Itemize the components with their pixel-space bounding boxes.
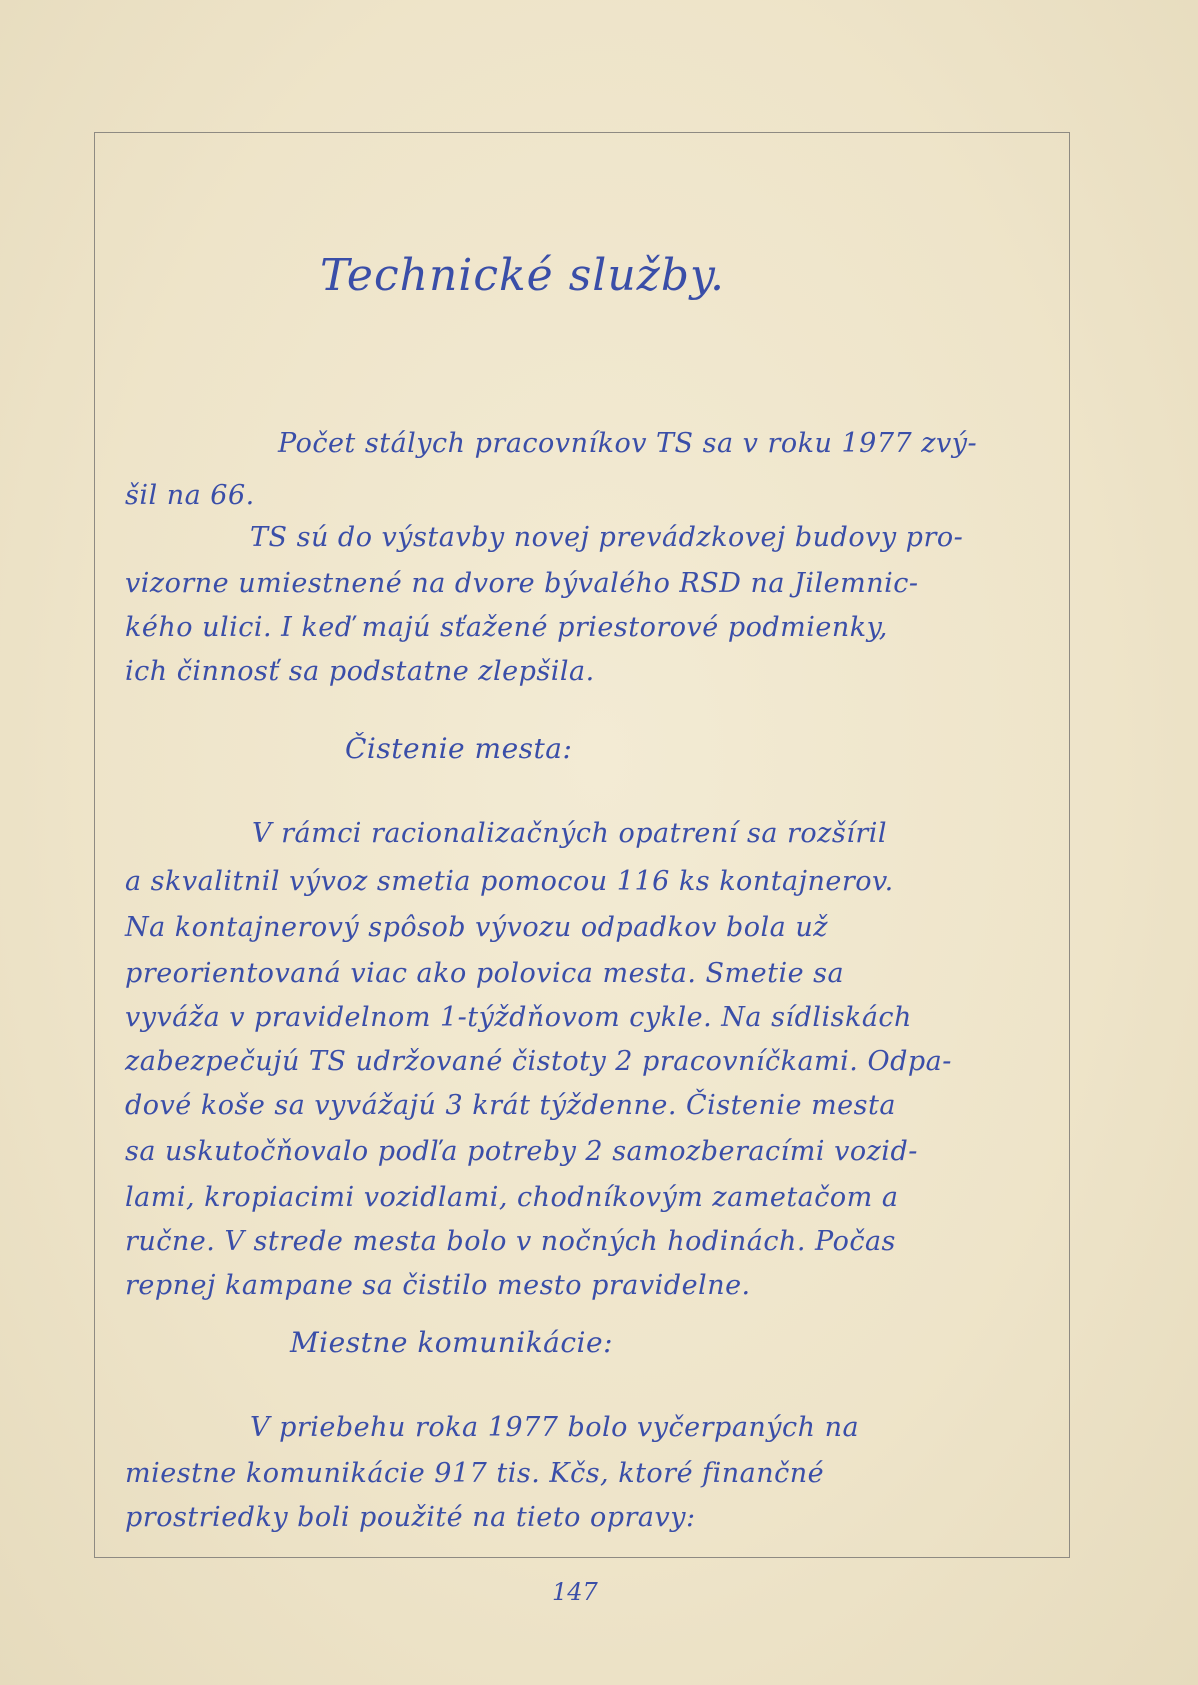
text-line: Počet stálych pracovníkov TS sa v roku 1977 zvý- bbox=[278, 428, 978, 459]
text-line: vizorne umiestnené na dvore bývalého RSD na Jilemnic- bbox=[125, 568, 919, 599]
section-heading-roads: Miestne komunikácie: bbox=[290, 1326, 614, 1359]
text-line: prostriedky boli použité na tieto opravy: bbox=[125, 1502, 696, 1533]
text-line: vyváža v pravidelnom 1-týždňovom cykle. Na sídliskách bbox=[125, 1002, 912, 1033]
text-line: ich činnosť sa podstatne zlepšila. bbox=[125, 656, 595, 687]
text-line: dové koše sa vyvážajú 3 krát týždenne. Čistenie mesta bbox=[125, 1090, 896, 1121]
text-line: šil na 66. bbox=[125, 480, 255, 511]
section-heading-cleaning: Čistenie mesta: bbox=[345, 732, 573, 765]
text-line: TS sú do výstavby novej prevádzkovej budovy pro- bbox=[250, 522, 964, 553]
text-line: zabezpečujú TS udržované čistoty 2 pracovníčkami. Odpa- bbox=[125, 1046, 952, 1077]
text-line: Na kontajnerový spôsob vývozu odpadkov bola už bbox=[125, 912, 828, 943]
text-line: ručne. V strede mesta bolo v nočných hodinách. Počas bbox=[125, 1226, 896, 1257]
page-title: Technické služby. bbox=[320, 250, 726, 301]
text-line: preorientovaná viac ako polovica mesta. Smetie sa bbox=[125, 958, 845, 989]
text-line: V priebehu roka 1977 bolo vyčerpaných na bbox=[250, 1412, 860, 1443]
text-line: kého ulici. I keď majú sťažené priestorové podmienky, bbox=[125, 612, 888, 643]
page-number: 147 bbox=[552, 1578, 598, 1606]
text-line: lami, kropiacimi vozidlami, chodníkovým zametačom a bbox=[125, 1182, 899, 1213]
text-line: miestne komunikácie 917 tis. Kčs, ktoré finančné bbox=[125, 1458, 825, 1489]
text-line: V rámci racionalizačných opatrení sa rozšíril bbox=[252, 818, 888, 849]
text-line: sa uskutočňovalo podľa potreby 2 samozberacími vozid- bbox=[125, 1136, 918, 1167]
text-line: a skvalitnil vývoz smetia pomocou 116 ks kontajnerov. bbox=[125, 866, 894, 897]
text-line: repnej kampane sa čistilo mesto pravidelne. bbox=[125, 1270, 751, 1301]
